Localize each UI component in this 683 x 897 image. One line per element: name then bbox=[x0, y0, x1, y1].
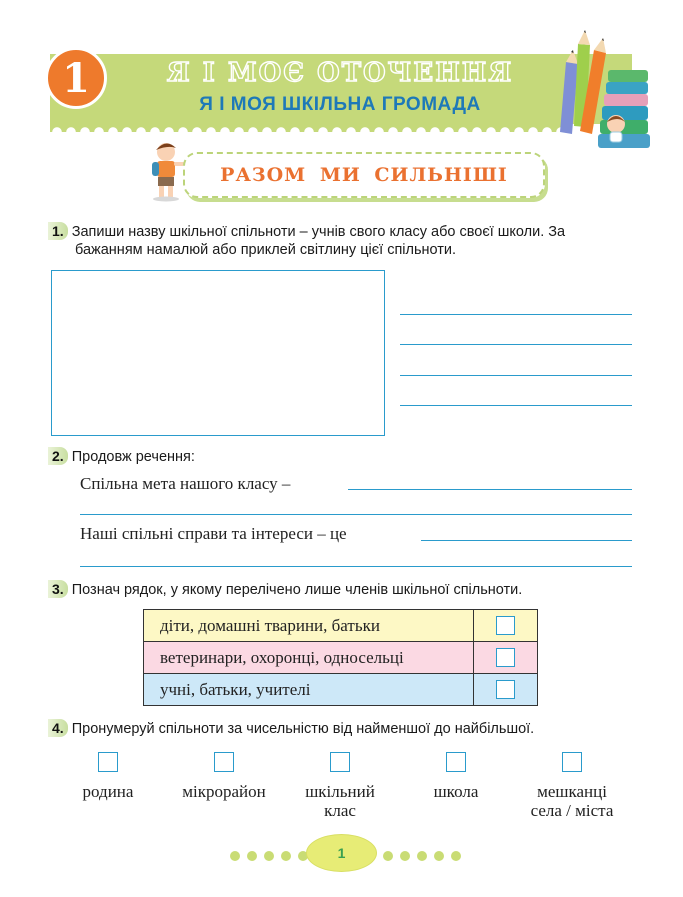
community-number-box[interactable] bbox=[330, 752, 350, 772]
sentence-1-line-2[interactable] bbox=[80, 514, 632, 515]
community-item bbox=[517, 752, 627, 820]
banner-scallop-edge bbox=[50, 122, 570, 132]
task-4 bbox=[48, 719, 534, 738]
boy-illustration bbox=[148, 140, 188, 202]
page-dots-left bbox=[230, 848, 315, 858]
sentence-1-line[interactable] bbox=[348, 489, 632, 490]
task-1-text-line2: бажанням намалюй або приклей світлину цієї спільноти. bbox=[75, 242, 457, 258]
sentence-1: Спільна мета нашого класу – bbox=[80, 474, 291, 493]
task-1-number: 1. bbox=[48, 222, 68, 240]
drawing-area[interactable] bbox=[51, 270, 385, 436]
task-4-number: 4. bbox=[48, 719, 68, 737]
task-3-text: Познач рядок, у якому перелічено лише членів шкільної спільноти. bbox=[71, 582, 523, 598]
chapter-subtitle: Я І МОЯ ШКІЛЬНА ГРОМАДА bbox=[199, 94, 481, 115]
community-label: мікрорайон bbox=[182, 782, 266, 801]
option-checkbox[interactable] bbox=[496, 680, 515, 699]
option-row[interactable] bbox=[144, 610, 538, 642]
option-row[interactable] bbox=[144, 674, 538, 706]
community-item bbox=[401, 752, 511, 801]
task-3 bbox=[48, 580, 522, 599]
community-number-box[interactable] bbox=[214, 752, 234, 772]
pencils-books-illustration bbox=[556, 22, 656, 162]
option-checkbox[interactable] bbox=[496, 616, 515, 635]
option-label: діти, домашні тварини, батьки bbox=[144, 610, 474, 642]
task-2-number: 2. bbox=[48, 447, 68, 465]
community-number-box[interactable] bbox=[446, 752, 466, 772]
community-label: шкільний bbox=[305, 782, 375, 801]
options-table bbox=[143, 609, 538, 706]
section-title-box bbox=[183, 152, 545, 198]
community-number-box[interactable] bbox=[562, 752, 582, 772]
sentence-2: Наші спільні справи та інтереси – це bbox=[80, 524, 347, 543]
page-number: 1 bbox=[337, 845, 346, 861]
chapter-title: Я І МОЄ ОТОЧЕННЯ bbox=[166, 58, 514, 88]
page-number-badge bbox=[306, 834, 377, 872]
chapter-number-badge bbox=[45, 47, 107, 109]
option-row[interactable] bbox=[144, 642, 538, 674]
sentence-2-line-2[interactable] bbox=[80, 566, 632, 567]
community-label: школа bbox=[433, 782, 479, 801]
answer-line-2[interactable] bbox=[400, 344, 632, 345]
community-label: мешканці bbox=[537, 782, 607, 801]
page-dots-right bbox=[383, 848, 468, 858]
answer-line-4[interactable] bbox=[400, 405, 632, 406]
task-1-text-line1: Запиши назву шкільної спільноти – учнів свого класу або своєї школи. За bbox=[71, 224, 566, 240]
community-item bbox=[285, 752, 395, 820]
task-4-text: Пронумеруй спільноти за чисельністю від найменшої до найбільшої. bbox=[71, 721, 535, 737]
community-item bbox=[169, 752, 279, 801]
option-label: учні, батьки, учителі bbox=[144, 674, 474, 706]
pencils-icon bbox=[560, 30, 606, 134]
task-1 bbox=[48, 222, 648, 259]
community-number-box[interactable] bbox=[98, 752, 118, 772]
sentence-2-line[interactable] bbox=[421, 540, 632, 541]
chapter-number: 1 bbox=[62, 54, 90, 102]
answer-line-1[interactable] bbox=[400, 314, 632, 315]
task-2-text: Продовж речення: bbox=[71, 449, 195, 465]
books-icon bbox=[598, 70, 650, 148]
option-checkbox[interactable] bbox=[496, 648, 515, 667]
community-item bbox=[53, 752, 163, 801]
task-3-number: 3. bbox=[48, 580, 68, 598]
community-label: родина bbox=[82, 782, 134, 801]
community-label-line2: клас bbox=[324, 801, 356, 820]
section-title: РАЗОМ МИ СИЛЬНІШІ bbox=[220, 164, 508, 186]
community-label-line2: села / міста bbox=[530, 801, 614, 820]
answer-line-3[interactable] bbox=[400, 375, 632, 376]
task-2 bbox=[48, 447, 195, 466]
child-icon bbox=[607, 115, 625, 142]
option-label: ветеринари, охоронці, односельці bbox=[144, 642, 474, 674]
